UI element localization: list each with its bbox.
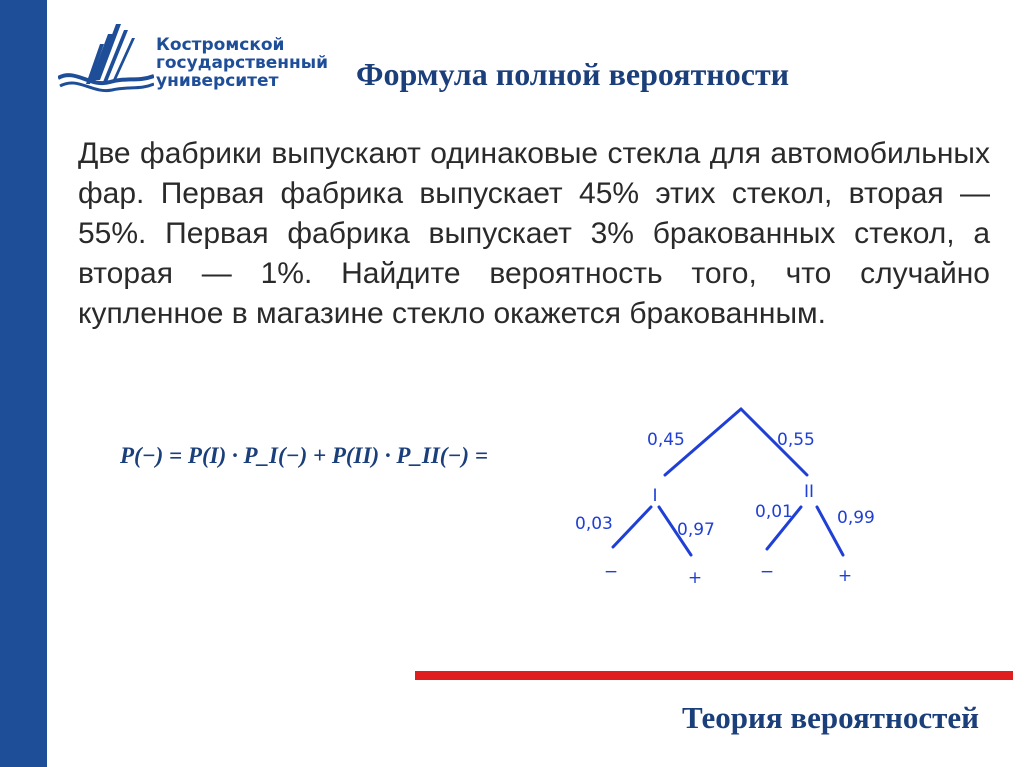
tree-leaf-left-plus: +: [687, 568, 703, 588]
tree-label-right-defect: 0,01: [755, 502, 793, 522]
probability-tree-diagram: [555, 395, 915, 595]
footer-divider-line: [415, 671, 1013, 680]
left-sidebar-bar: [0, 0, 47, 767]
slide-title: Формула полной вероятности: [356, 56, 790, 92]
tree-label-right-ok: 0,99: [837, 508, 875, 528]
tree-edge-left-defect: [613, 507, 651, 547]
course-name-footer: Теория вероятностей: [682, 700, 979, 735]
university-name-line: Костромской: [156, 35, 285, 55]
tree-label-branch-right: 0,55: [777, 430, 815, 450]
tree-leaf-left-minus: −: [603, 562, 619, 582]
university-logo-icon: [58, 20, 154, 100]
tree-node-right: II: [803, 482, 815, 502]
tree-node-left: I: [652, 486, 658, 506]
tree-label-branch-left: 0,45: [647, 430, 685, 450]
tree-label-left-defect: 0,03: [575, 514, 613, 534]
university-name: [156, 36, 328, 90]
tree-label-left-ok: 0,97: [677, 520, 715, 540]
problem-statement: Две фабрики выпускают одинаковые стекла для автомобильных фар. Первая фабрика выпускает 45% этих стекол, вторая — 55%. Первая фабрика выпускает 3% бракованных стекол, а вторая — 1%. Найдите вероятность того, что случайно купленное в магазине стекло окажется бракованным.: [78, 137, 990, 330]
university-logo: [58, 20, 338, 100]
total-probability-formula: P(−) = P(I) · P_I(−) + P(II) · P_II(−) =: [120, 443, 488, 468]
tree-leaf-right-minus: −: [759, 562, 775, 582]
university-name-line: государственный: [156, 53, 329, 73]
tree-leaf-right-plus: +: [837, 566, 853, 586]
university-name-line: университет: [156, 71, 279, 91]
